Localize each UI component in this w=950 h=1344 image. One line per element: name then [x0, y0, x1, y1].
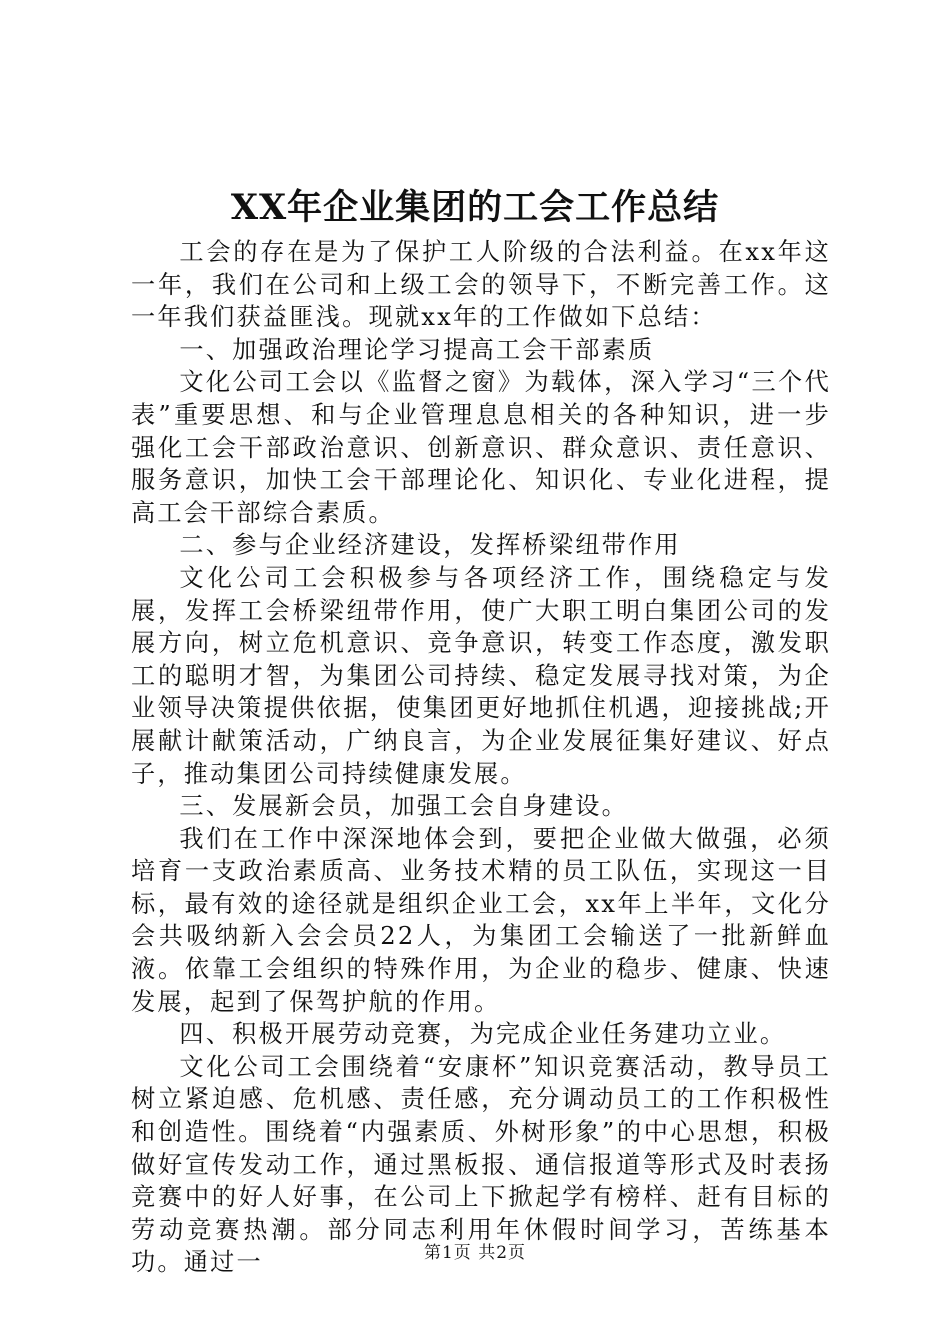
section-heading-3: 三、发展新会员，加强工会自身建设。: [179, 792, 628, 821]
document-body: [131, 236, 831, 1279]
paragraph-section-3: 我们在工作中深深地体会到，要把企业做大做强，必须培育一支政治素质高、业务技术精的员工队伍，实现这一目标，最有效的途径就是组织企业工会，xx年上半年，文化分会共吸纳新入会会员22人，为集团工会输送了一批新鲜血液。依靠工会组织的特殊作用，为企业的稳步、健康、快速发展，起到了保驾护航的作用。: [131, 824, 831, 1016]
section-heading-2: 二、参与企业经济建设，发挥桥梁纽带作用: [179, 531, 681, 560]
document-title: XX年企业集团的工会工作总结: [230, 187, 720, 228]
page-number-footer: 第1页 共2页: [423, 1243, 527, 1263]
paragraph-section-2: 文化公司工会积极参与各项经济工作，围绕稳定与发展，发挥工会桥梁纽带作用，使广大职工明白集团公司的发展方向，树立危机意识、竞争意识，转变工作态度，激发职工的聪明才智，为集团公司持续、稳定发展寻找对策，为企业领导决策提供依据，使集团更好地抓住机遇，迎接挑战;开展献计献策活动，广纳良言，为企业发展征集好建议、好点子，推动集团公司持续健康发展。: [131, 563, 831, 788]
paragraph-section-4: 文化公司工会围绕着“安康杯”知识竞赛活动，教导员工树立紧迫感、危机感、责任感，充分调动员工的工作积极性和创造性。围绕着“内强素质、外树形象”的中心思想，积极做好宣传发动工作，通过黑板报、通信报道等形式及时表扬竞赛中的好人好事，在公司上下掀起学有榜样、赶有目标的劳动竞赛热潮。部分同志利用年休假时间学习，苦练基本功。通过一: [131, 1052, 831, 1277]
paragraph-intro: 工会的存在是为了保护工人阶级的合法利益。在xx年这一年，我们在公司和上级工会的领导下，不断完善工作。这一年我们获益匪浅。现就xx年的工作做如下总结：: [131, 238, 831, 332]
paragraph-section-1: 文化公司工会以《监督之窗》为载体，深入学习“三个代表”重要思想、和与企业管理息息相关的各种知识，进一步强化工会干部政治意识、创新意识、群众意识、责任意识、服务意识，加快工会干部理论化、知识化、专业化进程，提高工会干部综合素质。: [131, 368, 831, 527]
section-heading-4: 四、积极开展劳动竞赛，为完成企业任务建功立业。: [179, 1020, 787, 1049]
section-heading-1: 一、加强政治理论学习提高工会干部素质: [179, 335, 655, 364]
